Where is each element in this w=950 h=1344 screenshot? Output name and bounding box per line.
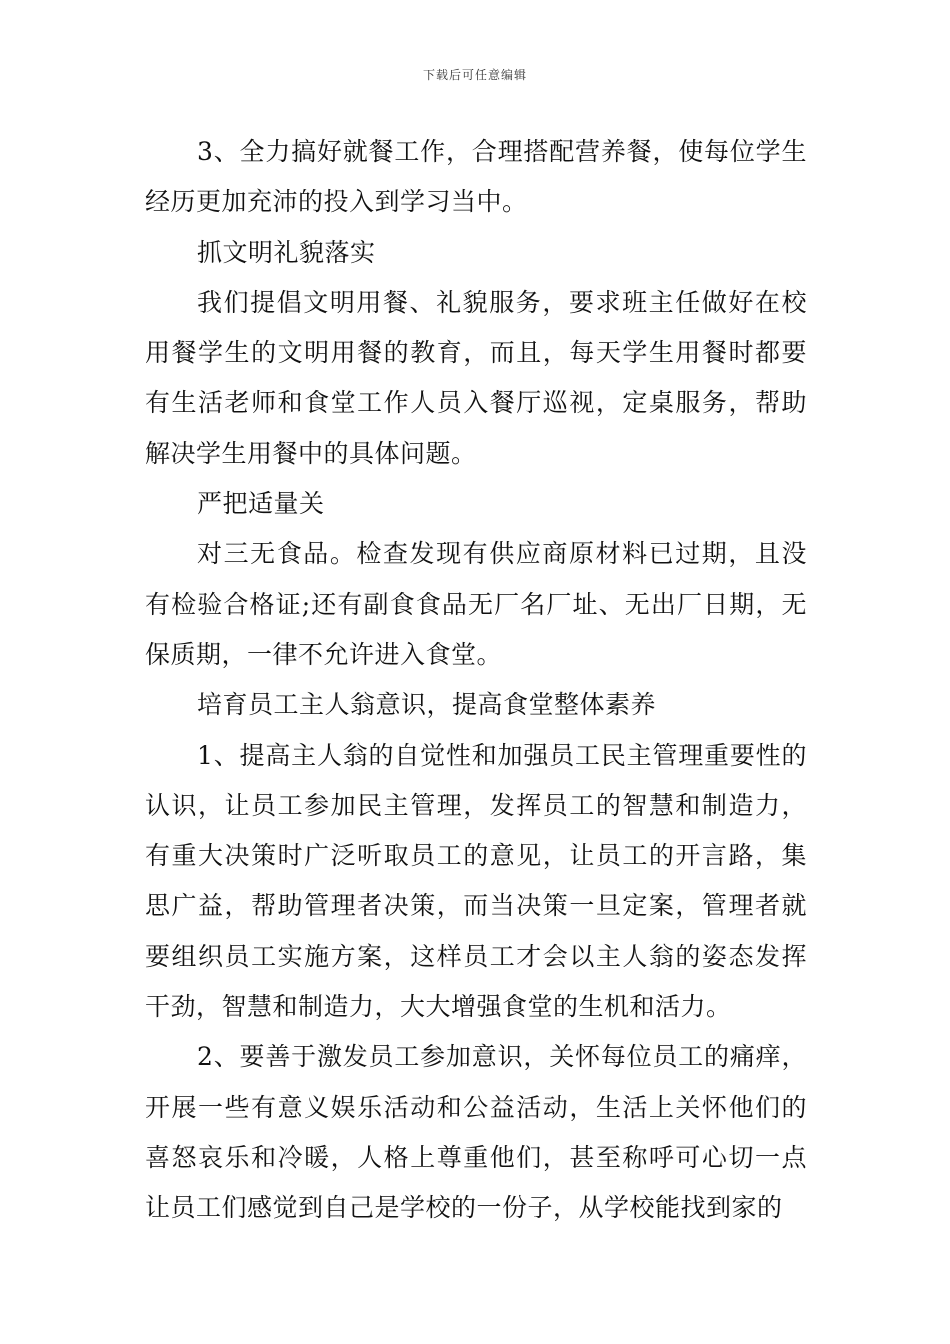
paragraph-food-inspection: 对三无食品。检查发现有供应商原材料已过期，且没有检验合格证;还有副食食品无厂名厂址、无出厂日期，无保质期，一律不允许进入食堂。 — [145, 539, 807, 669]
heading-ownership: 培育员工主人翁意识，提高食堂整体素养 — [197, 690, 657, 720]
paragraph-ownership-1: 1、提高主人翁的自觉性和加强员工民主管理重要性的认识，让员工参加民主管理，发挥员工的智慧和制造力，有重大决策时广泛听取员工的意见，让员工的开言路，集思广益，帮助管理者决策，而当决策一旦定案，管理者就要组织员工实施方案，这样员工才会以主人翁的姿态发挥干劲，智慧和制造力，大大增强食堂的生机和活力。 — [145, 740, 807, 1022]
paragraph-civility: 我们提倡文明用餐、礼貌服务，要求班主任做好在校用餐学生的文明用餐的教育，而且，每天学生用餐时都要有生活老师和食堂工作人员入餐厅巡视，定桌服务，帮助解决学生用餐中的具体问题。 — [145, 287, 807, 468]
heading-quantity-control: 严把适量关 — [197, 489, 325, 519]
document-body — [145, 127, 807, 1234]
page-header-note: 下载后可任意编辑 — [422, 68, 527, 82]
paragraph-ownership-2: 2、要善于激发员工参加意识，关怀每位员工的痛痒，开展一些有意义娱乐活动和公益活动，生活上关怀他们的喜怒哀乐和冷暖，人格上尊重他们，甚至称呼可心切一点让员工们感觉到自己是学校的一份子，从学校能找到家的 — [145, 1042, 807, 1223]
paragraph-dining-work: 3、全力搞好就餐工作，合理搭配营养餐，使每位学生经历更加充沛的投入到学习当中。 — [145, 137, 807, 217]
heading-civility: 抓文明礼貌落实 — [197, 237, 376, 267]
